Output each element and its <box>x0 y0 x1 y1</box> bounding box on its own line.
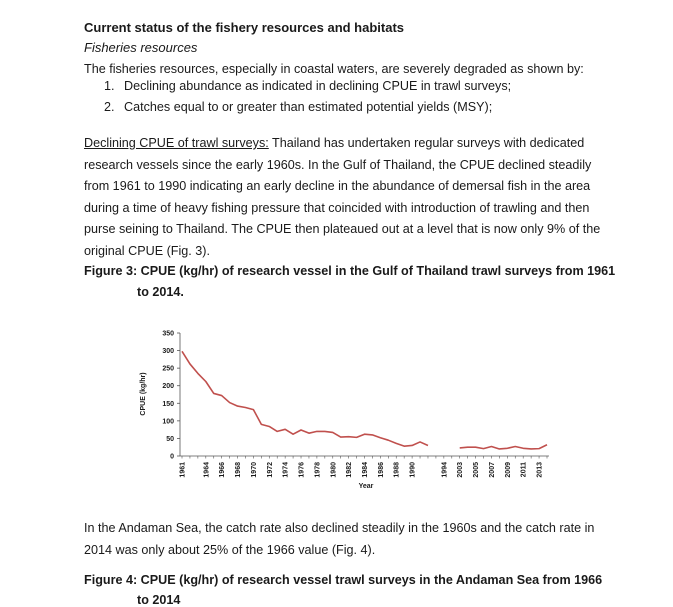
series-line <box>460 445 547 449</box>
list-text: Catches equal to or greater than estimated potential yields (MSY); <box>124 100 493 114</box>
x-tick-label: 1961 <box>179 462 187 478</box>
figure4-caption-line2: to 2014 <box>137 593 181 607</box>
list-item <box>104 79 511 93</box>
x-tick-label: 1986 <box>377 462 385 478</box>
y-tick-label: 250 <box>162 365 174 373</box>
x-tick-label: 1968 <box>235 462 243 478</box>
x-tick-label: 1982 <box>346 462 354 478</box>
x-tick-label: 1970 <box>250 462 258 478</box>
y-axis-title: CPUE (kg/hr) <box>140 372 147 416</box>
intro-paragraph: The fisheries resources, especially in coastal waters, are severely degraded as shown by: <box>84 62 584 76</box>
list-number: 2. <box>104 100 115 114</box>
section-subtitle: Fisheries resources <box>84 40 198 55</box>
list-number: 1. <box>104 79 115 93</box>
x-tick-label: 1966 <box>219 462 227 478</box>
x-tick-label: 1972 <box>266 462 274 478</box>
andaman-paragraph: In the Andaman Sea, the catch rate also declined steadily in the 1960s and the catch rate in 2014 was only about 25% of the 1966 value (Fig. 4). <box>84 521 595 557</box>
series-line <box>182 351 428 446</box>
x-tick-label: 2007 <box>488 462 496 478</box>
x-tick-label: 2009 <box>504 462 512 478</box>
x-tick-label: 1994 <box>441 462 449 478</box>
figure3-caption-line1: Figure 3: CPUE (kg/hr) of research vessel in the Gulf of Thailand trawl surveys from 1961 <box>84 264 616 278</box>
x-tick-label: 2003 <box>457 462 465 478</box>
y-tick-label: 200 <box>162 383 174 391</box>
x-tick-label: 2011 <box>520 462 528 478</box>
x-tick-label: 2005 <box>473 462 481 478</box>
cpue-paragraph <box>84 133 604 263</box>
x-tick-label: 2013 <box>536 462 544 478</box>
x-tick-label: 1976 <box>298 462 306 478</box>
y-axis <box>162 331 180 461</box>
section-title: Current status of the fishery resources and habitats <box>84 20 405 35</box>
figure3-caption-line2: to 2014. <box>137 285 184 299</box>
series-cpue <box>182 351 547 449</box>
paragraph-heading: Declining CPUE of trawl surveys: <box>84 136 269 150</box>
paragraph-body: Thailand has undertaken regular surveys with dedicated research vessels since the early 1960s. In the Gulf of Thailand, the CPUE declined steadily from 1961 to 1990 indicating an early decline in the abundance of demersal fish in the area during a time of heavy fishing pressure that coincided with introduction of trawling and then purse seining to Thailand. The CPUE then plateaued out at a level that is now only 9% of the original CPUE (Fig. 3). <box>84 136 601 258</box>
list-item <box>104 100 492 114</box>
x-axis-title: Year <box>358 483 374 490</box>
cpue-line-chart <box>135 318 555 496</box>
list-text: Declining abundance as indicated in declining CPUE in trawl surveys; <box>124 79 512 93</box>
x-tick-label: 1984 <box>362 462 369 478</box>
y-tick-label: 300 <box>162 348 174 356</box>
figure4-caption-line1: Figure 4: CPUE (kg/hr) of research vessel trawl surveys in the Andaman Sea from 1966 <box>84 573 603 587</box>
x-tick-label: 1964 <box>203 462 211 478</box>
x-axis <box>180 456 550 478</box>
x-tick-label: 1990 <box>409 462 417 478</box>
y-tick-label: 150 <box>162 400 174 408</box>
x-tick-label: 1988 <box>393 462 401 478</box>
y-tick-label: 100 <box>162 418 174 426</box>
y-tick-label: 350 <box>162 330 174 338</box>
x-tick-label: 1978 <box>314 462 322 478</box>
y-tick-label: 0 <box>170 453 174 461</box>
x-tick-label: 1980 <box>330 462 338 478</box>
y-tick-label: 50 <box>166 435 174 443</box>
x-tick-label: 1974 <box>282 462 290 478</box>
